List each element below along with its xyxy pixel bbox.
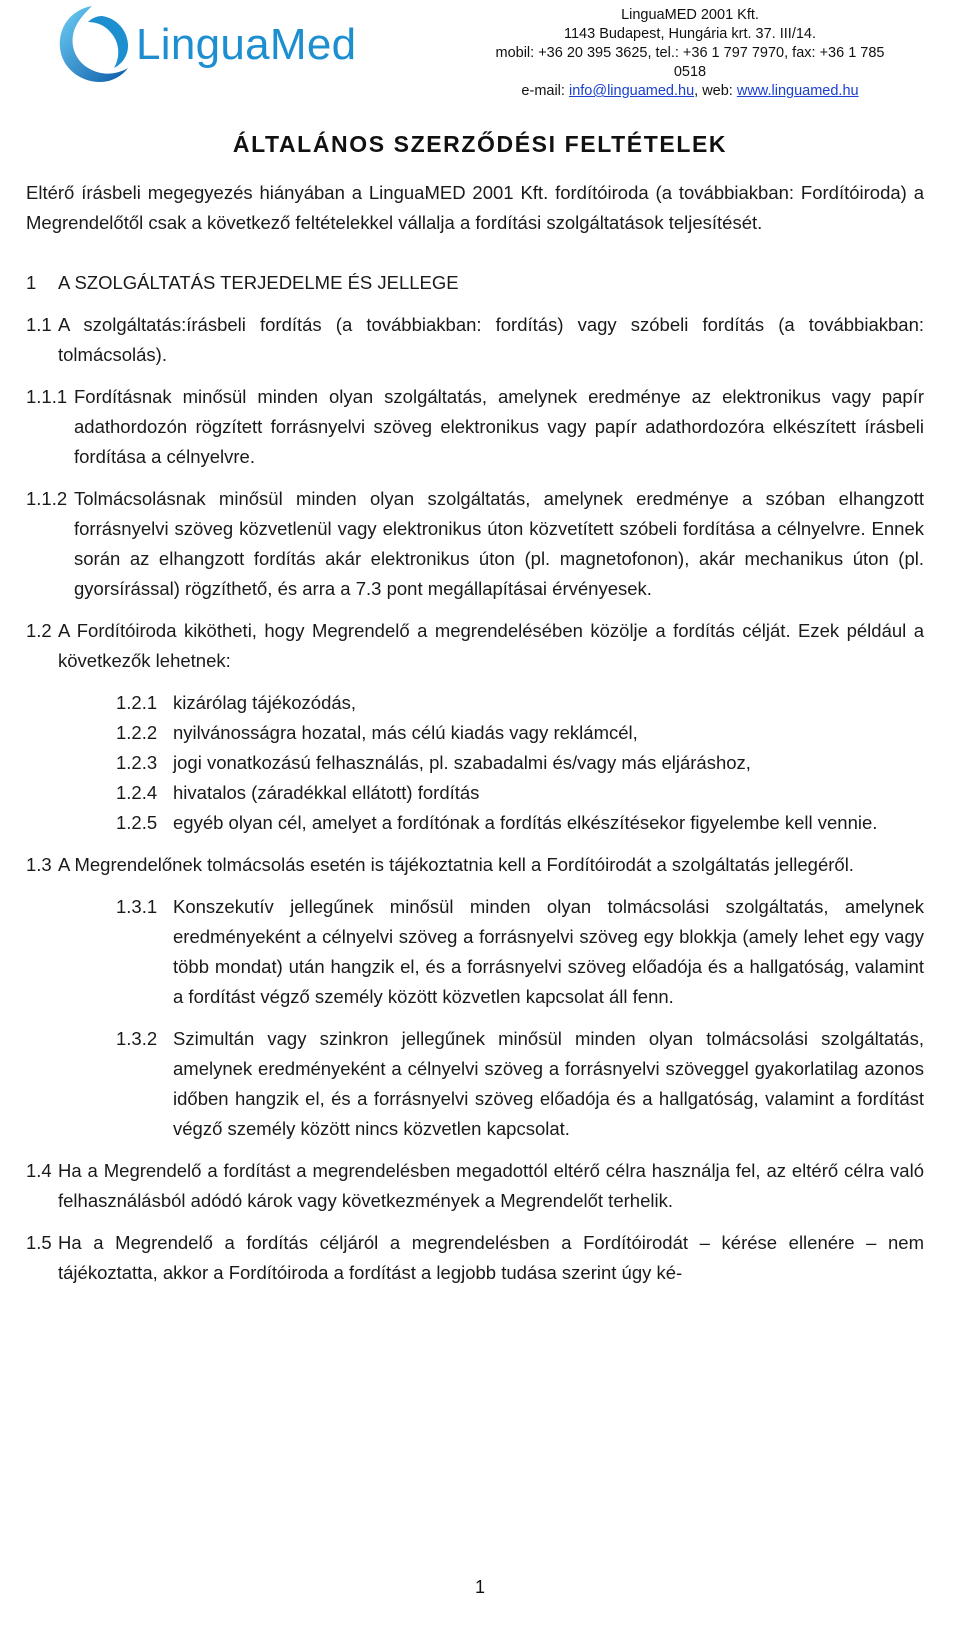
company-name: LinguaMED 2001 Kft. [621, 7, 759, 23]
clause-number: 1.1 [26, 314, 52, 335]
clause-1-1 [26, 310, 924, 370]
list-item-number: 1.2.4 [116, 782, 158, 803]
section-heading [26, 268, 924, 298]
list-item-text: hivatalos (záradékkal ellátott) fordítás [173, 782, 480, 803]
clause-number: 1.1.1 [26, 386, 68, 407]
document-title: ÁLTALÁNOS SZERZŐDÉSI FELTÉTELEK [232, 131, 728, 157]
clause-text: Szimultán vagy szinkron jellegűnek minősül minden olyan tolmácsolási szolgáltatás, amelynek eredményeként a célnyelvi szöveg a forrásnyelvi szöveggel gyakorlatilag azonos időben hangzik el, és a forrásnyelvi szöveg előadója és a hallgatóság, valamint a fordítást végző személy között nincs közvetlen kapcsolat. [173, 1028, 924, 1139]
clause-text: A szolgáltatás:írásbeli fordítás (a továbbiakban: fordítás) vagy szóbeli fordítás (a továbbiakban: tolmácsolás). [58, 314, 924, 365]
clause-number: 1.3 [26, 854, 52, 875]
logo-wordmark: LinguaMed [136, 20, 357, 69]
intro-paragraph: Eltérő írásbeli megegyezés hiányában a LinguaMED 2001 Kft. fordítóiroda (a továbbiakban: Fordítóiroda) a Megrendelőtől csak a következő feltételekkel vállalja a fordítási szolgáltatások teljesítését. [26, 182, 924, 233]
document-body [26, 178, 924, 1288]
clause-number: 1.3.1 [116, 896, 158, 917]
email-label: e-mail: [521, 83, 569, 99]
clause-text: A Fordítóiroda kikötheti, hogy Megrendelő a megrendelésében közölje a fordítás célját. Ezek például a következők lehetnek: [58, 620, 924, 671]
website-link[interactable]: www.linguamed.hu [736, 83, 859, 99]
letterhead [0, 0, 960, 100]
logo-swirl-icon [52, 2, 138, 88]
clause-number: 1.2 [26, 620, 52, 641]
list-item-text: kizárólag tájékozódás, [173, 692, 357, 713]
company-address: 1143 Budapest, Hungária krt. 37. III/14. [563, 26, 817, 42]
clause-1-2 [26, 616, 924, 676]
clause-number: 1.4 [26, 1160, 52, 1181]
list-item-text: jogi vonatkozású felhasználás, pl. szabadalmi és/vagy más eljáráshoz, [173, 752, 751, 773]
list-item [116, 808, 924, 838]
list-item [116, 748, 924, 778]
company-web-line [480, 82, 900, 101]
list-item-number: 1.2.3 [116, 752, 158, 773]
company-phones: mobil: +36 20 395 3625, tel.: +36 1 797 7970, fax: +36 1 785 0518 [495, 45, 885, 80]
purpose-list [116, 688, 924, 838]
list-item-number: 1.2.1 [116, 692, 158, 713]
clause-text: A Megrendelőnek tolmácsolás esetén is tájékoztatnia kell a Fordítóirodát a szolgáltatás jellegéről. [58, 854, 854, 875]
clause-text: Fordításnak minősül minden olyan szolgáltatás, amelynek eredménye az elektronikus vagy papír adathordozón rögzített forrásnyelvi szöveg elektronikus vagy papír adathordozóra elkészített írásbeli fordítása a célnyelvre. [74, 386, 924, 467]
interpreting-types [116, 892, 924, 1144]
clause-number: 1.5 [26, 1232, 52, 1253]
clause-number: 1.3.2 [116, 1028, 158, 1049]
company-contact-block [480, 6, 900, 101]
list-item-text: egyéb olyan cél, amelyet a fordítónak a fordítás elkészítésekor figyelembe kell vennie. [173, 812, 878, 833]
email-link[interactable]: info@linguamed.hu [568, 83, 695, 99]
clause-text: Tolmácsolásnak minősül minden olyan szolgáltatás, amelynek eredménye a szóban elhangzott forrásnyelvi szöveg közvetlenül vagy elektronikus úton közvetített szóbeli fordítása a célnyelvre. Ennek során az elhangzott fordítás akár elektronikus úton (pl. magnetofonon), akár mechanikus úton (pl. gyorsírással) rögzíthető, és arra a 7.3 pont megállapításai érvényesek. [74, 488, 924, 599]
clause-text: Konszekutív jellegűnek minősül minden olyan tolmácsolási szolgáltatás, amelynek eredményeként a célnyelvi szöveg a forrásnyelvi szöveg egy blokkja (amely lehet egy vagy több mondat) után hangzik el, és a forrásnyelvi szöveg előadója és a hallgatóság, valamint a fordítást végző személy között közvetlen kapcsolat áll fenn. [173, 896, 924, 1007]
list-item [116, 778, 924, 808]
clause-1-1-2 [26, 484, 924, 604]
clause-1-3-2 [116, 1024, 924, 1144]
company-logo [52, 2, 372, 88]
list-item-number: 1.2.2 [116, 722, 158, 743]
list-item [116, 718, 924, 748]
list-item [116, 688, 924, 718]
section-title: A SZOLGÁLTATÁS TERJEDELME ÉS JELLEGE [58, 272, 459, 293]
clause-text: Ha a Megrendelő a fordítást a megrendelésben megadottól eltérő célra használja fel, az eltérő célra való felhasználásból adódó károk vagy következmények a Megrendelőt terhelik. [58, 1160, 924, 1211]
clause-1-1-1 [26, 382, 924, 472]
clause-1-4 [26, 1156, 924, 1216]
clause-1-3-1 [116, 892, 924, 1012]
clause-number: 1.1.2 [26, 488, 68, 509]
web-label: , web: [694, 83, 737, 99]
page-number: 1 [474, 1577, 485, 1597]
list-item-text: nyilvánosságra hozatal, más célú kiadás vagy reklámcél, [173, 722, 638, 743]
section-number: 1 [26, 272, 37, 293]
clause-1-5 [26, 1228, 924, 1288]
list-item-number: 1.2.5 [116, 812, 158, 833]
clause-text: Ha a Megrendelő a fordítás céljáról a megrendelésben a Fordítóirodát – kérése ellenére – nem tájékoztatta, akkor a Fordítóiroda a fordítást a legjobb tudása szerint úgy ké- [58, 1232, 924, 1283]
clause-1-3 [26, 850, 924, 880]
